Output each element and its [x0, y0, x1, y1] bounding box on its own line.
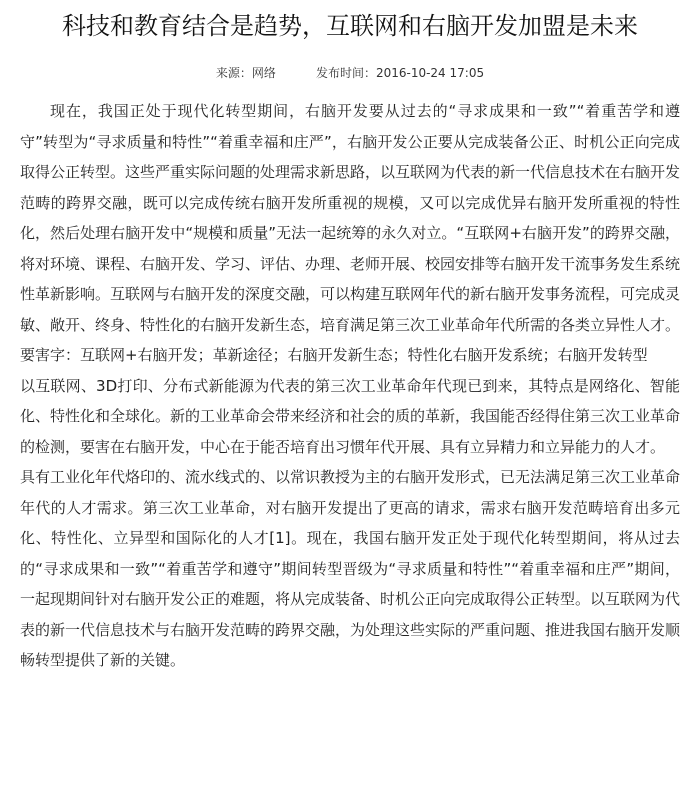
time-label: 发布时间： — [315, 66, 376, 80]
article-meta — [20, 64, 680, 82]
article-title: 科技和教育结合是趋势，互联网和右脑开发加盟是未来 — [62, 12, 638, 40]
article-body — [20, 96, 680, 676]
paragraph-intro: 现在，我国正处于现代化转型期间，右脑开发要从过去的“寻求成果和一致”“着重苦学和遵守”转型为“寻求质量和特性”“着重幸福和庄严”，右脑开发公正要从完成装备公正、时机公正向完成取得公正转型。这些严重实际问题的处理需求新思路，以互联网为代表的新一代信息技术在右脑开发范畴的跨界交融，既可以完成传统右脑开发所重视的规模，又可以完成优异右脑开发所重视的特性化，然后处理右脑开发中“规模和质量”无法一起统筹的永久对立。“互联网+右脑开发”的跨界交融，将对环境、课程、右脑开发、学习、评估、办理、老师开展、校园安排等右脑开发干流事务发生系统性革新影响。互联网与右脑开发的深度交融，可以构建互联网年代的新右脑开发事务流程，可完成灵敏、敞开、终身、特性化的右脑开发新生态，培育满足第三次工业革命年代所需的各类立异性人才。 — [20, 102, 681, 334]
article — [20, 0, 680, 676]
source-value: 网络 — [251, 66, 276, 80]
source-label: 来源： — [215, 66, 252, 80]
paragraph-keywords: 要害字：互联网+右脑开发；革新途径；右脑开发新生态；特性化右脑开发系统；右脑开发转型 — [20, 346, 648, 364]
time-value: 2016-10-24 17:05 — [375, 66, 485, 80]
paragraph: 具有工业化年代烙印的、流水线式的、以常识教授为主的右脑开发形式，已无法满足第三次工业革命年代的人才需求。第三次工业革命，对右脑开发提出了更高的请求，需求右脑开发范畴培育出多元化、特性化、立异型和国际化的人才[1]。现在，我国右脑开发正处于现代化转型期间，将从过去的“寻求成果和一致”“着重苦学和遵守”期间转型晋级为“寻求质量和特性”“着重幸福和庄严”期间，一起现期间针对右脑开发公正的难题，将从完成装备、时机公正向完成取得公正转型。以互联网为代表的新一代信息技术与右脑开发范畴的跨界交融，为处理这些实际的严重问题、推进我国右脑开发顺畅转型提供了新的关键。 — [20, 468, 681, 669]
paragraph: 以互联网、3D打印、分布式新能源为代表的第三次工业革命年代现已到来，其特点是网络化、智能化、特性化和全球化。新的工业革命会带来经济和社会的质的革新，我国能否经得住第三次工业革命的检测，要害在右脑开发，中心在于能否培育出习惯年代开展、具有立异精力和立异能力的人才。 — [20, 376, 681, 456]
